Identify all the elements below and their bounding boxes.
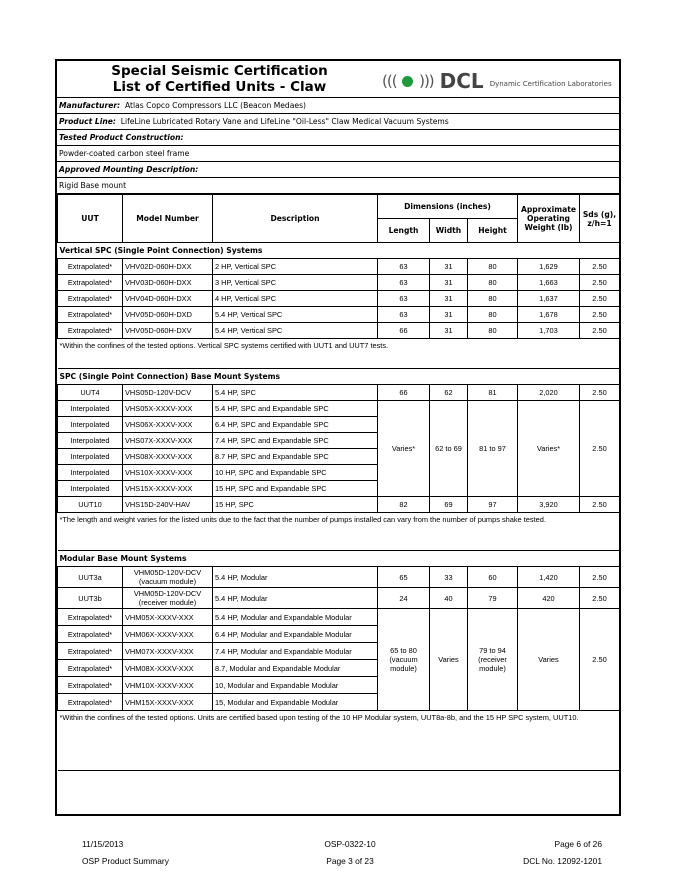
- cell-height: 80: [468, 307, 518, 323]
- footer-center: [300, 836, 400, 870]
- section-title-spc-base: SPC (Single Point Connection) Base Mount Systems: [58, 369, 620, 385]
- cell-uut: Interpolated: [58, 417, 123, 433]
- cell-sds: 2.50: [580, 609, 620, 711]
- cell-description: 15 HP, SPC: [213, 497, 378, 513]
- model-number: VHM05D-120V-DCV: [133, 568, 202, 577]
- col-height: Height: [468, 219, 518, 243]
- cell-uut: UUT3a: [58, 567, 123, 588]
- cell-width: 31: [430, 291, 468, 307]
- cell-description: 5.4 HP, Modular: [213, 567, 378, 588]
- cell-length: 82: [378, 497, 430, 513]
- cell-sds: 2.50: [580, 401, 620, 497]
- col-sds: Sds (g), z/h=1: [580, 195, 620, 243]
- cell-length: 63: [378, 291, 430, 307]
- footer-right: [523, 836, 602, 870]
- logo-text: DCL: [439, 69, 484, 93]
- cell-description: 5.4 HP, Vertical SPC: [213, 307, 378, 323]
- cell-length: 63: [378, 275, 430, 291]
- cell-model: VHM15X-XXXV-XXX: [123, 694, 213, 711]
- cell-width: 31: [430, 323, 468, 339]
- cell-uut: UUT4: [58, 385, 123, 401]
- cell-sds: 2.50: [580, 323, 620, 339]
- cell-model: VHM06X-XXXV-XXX: [123, 626, 213, 643]
- table-row: [58, 291, 620, 307]
- cell-height: 81 to 97: [468, 401, 518, 497]
- cell-width: 69: [430, 497, 468, 513]
- cell-uut: Extrapolated*: [58, 259, 123, 275]
- cell-description: 4 HP, Vertical SPC: [213, 291, 378, 307]
- cell-model: VHS07X-XXXV-XXX: [123, 433, 213, 449]
- footer-date: 11/15/2013: [82, 839, 124, 849]
- note-spc-base: *The length and weight varies for the listed units due to the fact that the number of pumps installed can vary from the number of pumps shake tested.: [58, 513, 620, 551]
- footer-left: [82, 836, 169, 870]
- table-row: [58, 275, 620, 291]
- mounting-value-row: Rigid Base mount: [57, 178, 619, 194]
- cell-description: 8.7, Modular and Expandable Modular: [213, 660, 378, 677]
- cell-width: 62 to 69: [430, 401, 468, 497]
- cell-length: 63: [378, 307, 430, 323]
- cell-weight: 3,920: [518, 497, 580, 513]
- cell-uut: Interpolated: [58, 401, 123, 417]
- table-row: [58, 401, 620, 417]
- cell-model: VHM05X-XXXV-XXX: [123, 609, 213, 626]
- cell-model: VHS05D-120V-DCV: [123, 385, 213, 401]
- cell-height: 80: [468, 259, 518, 275]
- section-title-modular: Modular Base Mount Systems: [58, 551, 620, 567]
- cell-uut: Extrapolated*: [58, 307, 123, 323]
- cell-uut: Extrapolated*: [58, 694, 123, 711]
- cell-model: VHV05D-060H-DXD: [123, 307, 213, 323]
- cell-description: 6.4 HP, Modular and Expandable Modular: [213, 626, 378, 643]
- product-line-row: Product Line: LifeLine Lubricated Rotary Vane and LifeLine "Oil-Less" Claw Medical Vacuum Systems: [57, 114, 619, 130]
- cell-sds: 2.50: [580, 588, 620, 609]
- cell-model: VHS15X-XXXV-XXX: [123, 481, 213, 497]
- cell-length: 66: [378, 385, 430, 401]
- col-width: Width: [430, 219, 468, 243]
- cell-height: 60: [468, 567, 518, 588]
- section-title-vertical: Vertical SPC (Single Point Connection) Systems: [58, 243, 620, 259]
- cell-model: VHM08X-XXXV-XXX: [123, 660, 213, 677]
- table-row: [58, 385, 620, 401]
- cell-width: 62: [430, 385, 468, 401]
- cell-height: 79 to 94 (receiver module): [468, 609, 518, 711]
- cell-length: 24: [378, 588, 430, 609]
- cell-length: Varies*: [378, 401, 430, 497]
- cell-width: 33: [430, 567, 468, 588]
- cell-weight: 420: [518, 588, 580, 609]
- cell-uut: Extrapolated*: [58, 609, 123, 626]
- cell-description: 5.4 HP, SPC and Expandable SPC: [213, 401, 378, 417]
- cell-uut: Interpolated: [58, 433, 123, 449]
- col-dimensions: Dimensions (inches): [378, 195, 518, 219]
- table-row: [58, 588, 620, 609]
- cell-model: [123, 567, 213, 588]
- cell-model: VHV05D-060H-DXV: [123, 323, 213, 339]
- cell-width: 31: [430, 259, 468, 275]
- cell-length: 66: [378, 323, 430, 339]
- cell-width: 31: [430, 307, 468, 323]
- cell-sds: 2.50: [580, 385, 620, 401]
- certification-sheet: [55, 59, 621, 816]
- cell-weight: 1,629: [518, 259, 580, 275]
- model-variant: (vacuum module): [138, 577, 197, 586]
- cell-uut: Extrapolated*: [58, 677, 123, 694]
- cell-model: VHS08X-XXXV-XXX: [123, 449, 213, 465]
- logo-subtitle: Dynamic Certification Laboratories: [489, 80, 612, 88]
- cell-model: [123, 588, 213, 609]
- cell-model: VHV04D-060H-DXX: [123, 291, 213, 307]
- table-row: [58, 567, 620, 588]
- cell-height: 80: [468, 291, 518, 307]
- cell-uut: Extrapolated*: [58, 323, 123, 339]
- cell-height: 97: [468, 497, 518, 513]
- cell-description: 8.7 HP, SPC and Expandable SPC: [213, 449, 378, 465]
- cell-uut: Extrapolated*: [58, 660, 123, 677]
- cell-uut: Interpolated: [58, 465, 123, 481]
- cell-sds: 2.50: [580, 567, 620, 588]
- cell-uut: Extrapolated*: [58, 643, 123, 660]
- cell-height: 80: [468, 275, 518, 291]
- cell-description: 5.4 HP, Vertical SPC: [213, 323, 378, 339]
- cell-weight: Varies*: [518, 401, 580, 497]
- footer-doc-number: OSP-0322-10: [324, 839, 376, 849]
- table-row: [58, 497, 620, 513]
- cell-width: Varies: [430, 609, 468, 711]
- cell-model: VHM10X-XXXV-XXX: [123, 677, 213, 694]
- cell-description: 5.4 HP, SPC: [213, 385, 378, 401]
- cell-uut: Interpolated: [58, 481, 123, 497]
- construction-label-row: Tested Product Construction:: [57, 130, 619, 146]
- cell-width: 31: [430, 275, 468, 291]
- note-vertical: *Within the confines of the tested options. Vertical SPC systems certified with UUT1 and UUT7 tests.: [58, 339, 620, 369]
- cell-weight: 1,703: [518, 323, 580, 339]
- footer-page-of: Page 6 of 26: [554, 839, 602, 849]
- cell-length: 65 to 80 (vacuum module): [378, 609, 430, 711]
- mounting-label-row: Approved Mounting Description:: [57, 162, 619, 178]
- cell-description: 7.4 HP, Modular and Expandable Modular: [213, 643, 378, 660]
- cell-model: VHV03D-060H-DXX: [123, 275, 213, 291]
- col-model: Model Number: [123, 195, 213, 243]
- cell-description: 7.4 HP, SPC and Expandable SPC: [213, 433, 378, 449]
- cell-height: 79: [468, 588, 518, 609]
- cell-description: 6.4 HP, SPC and Expandable SPC: [213, 417, 378, 433]
- sheet-header: [57, 61, 619, 98]
- model-variant: (receiver module): [138, 598, 197, 607]
- signal-rings-icon: ((( ))): [382, 72, 434, 90]
- cell-description: 2 HP, Vertical SPC: [213, 259, 378, 275]
- cell-model: VHS15D-240V-HAV: [123, 497, 213, 513]
- cell-uut: UUT10: [58, 497, 123, 513]
- cell-description: 5.4 HP, Modular: [213, 588, 378, 609]
- table-row: [58, 323, 620, 339]
- note-modular: *Within the confines of the tested options. Units are certified based upon testing of the 10 HP Modular system, UUT8a-8b, and the 15 HP SPC system, UUT10.: [58, 711, 620, 771]
- cell-model: VHM07X-XXXV-XXX: [123, 643, 213, 660]
- table-row: [58, 307, 620, 323]
- cell-description: 10, Modular and Expandable Modular: [213, 677, 378, 694]
- cell-sds: 2.50: [580, 307, 620, 323]
- cell-uut: Interpolated: [58, 449, 123, 465]
- cell-uut: UUT3b: [58, 588, 123, 609]
- construction-value-row: Powder-coated carbon steel frame: [57, 146, 619, 162]
- cell-description: 15, Modular and Expandable Modular: [213, 694, 378, 711]
- table-row: [58, 259, 620, 275]
- cell-sds: 2.50: [580, 497, 620, 513]
- cell-weight: 1,678: [518, 307, 580, 323]
- dcl-logo: [382, 69, 612, 93]
- cell-uut: Extrapolated*: [58, 626, 123, 643]
- cell-length: 65: [378, 567, 430, 588]
- cell-length: 63: [378, 259, 430, 275]
- cell-width: 40: [430, 588, 468, 609]
- col-length: Length: [378, 219, 430, 243]
- col-uut: UUT: [58, 195, 123, 243]
- cell-description: 10 HP, SPC and Expandable SPC: [213, 465, 378, 481]
- cell-weight: 2,020: [518, 385, 580, 401]
- cell-sds: 2.50: [580, 275, 620, 291]
- cell-weight: 1,420: [518, 567, 580, 588]
- cell-sds: 2.50: [580, 259, 620, 275]
- col-weight: Approximate Operating Weight (lb): [518, 195, 580, 243]
- cell-model: VHS05X-XXXV-XXX: [123, 401, 213, 417]
- manufacturer-row: Manufacturer: Atlas Copco Compressors LLC (Beacon Medaes): [57, 98, 619, 114]
- cell-weight: Varies: [518, 609, 580, 711]
- cell-sds: 2.50: [580, 291, 620, 307]
- cell-description: 15 HP, SPC and Expandable SPC: [213, 481, 378, 497]
- certified-units-table: [57, 194, 620, 771]
- cell-model: VHS06X-XXXV-XXX: [123, 417, 213, 433]
- cell-uut: Extrapolated*: [58, 275, 123, 291]
- cell-model: VHS10X-XXXV-XXX: [123, 465, 213, 481]
- title-line-1: Special Seismic Certification: [111, 63, 328, 79]
- footer-page-sub: Page 3 of 23: [326, 856, 374, 866]
- title-line-2: List of Certified Units - Claw: [112, 79, 327, 95]
- cell-height: 80: [468, 323, 518, 339]
- model-number: VHM05D-120V-DCV: [133, 589, 202, 598]
- footer-summary: OSP Product Summary: [82, 856, 169, 866]
- cell-height: 81: [468, 385, 518, 401]
- cell-weight: 1,663: [518, 275, 580, 291]
- cell-weight: 1,637: [518, 291, 580, 307]
- cell-model: VHV02D-060H-DXX: [123, 259, 213, 275]
- col-description: Description: [213, 195, 378, 243]
- footer-dcl-no: DCL No. 12092-1201: [523, 856, 602, 866]
- cell-description: 5.4 HP, Modular and Expandable Modular: [213, 609, 378, 626]
- cell-description: 3 HP, Vertical SPC: [213, 275, 378, 291]
- table-row: [58, 609, 620, 626]
- cell-uut: Extrapolated*: [58, 291, 123, 307]
